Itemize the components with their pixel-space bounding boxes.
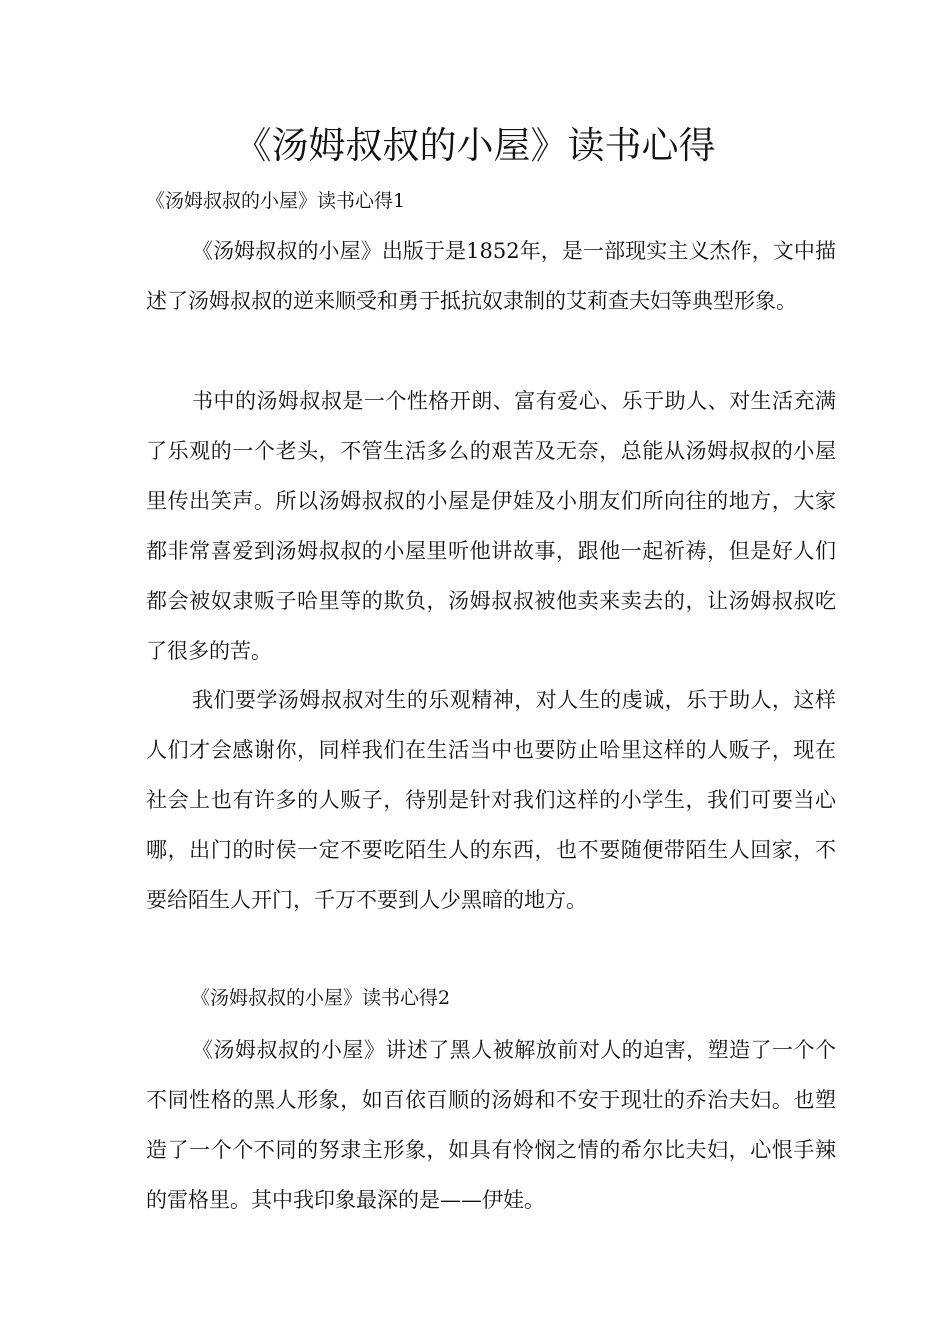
document-title: 《汤姆叔叔的小屋》读书心得 bbox=[234, 124, 716, 167]
section-heading-2: 《汤姆叔叔的小屋》读书心得2 bbox=[191, 987, 451, 1009]
paragraph: 《汤姆叔叔的小屋》出版于是1852年，是一部现实主义杰作，文中描述了汤姆叔叔的逆来顺受和勇于抵抗奴隶制的艾莉查夫妇等典型形象。 bbox=[146, 239, 836, 313]
paragraph: 《汤姆叔叔的小屋》讲述了黑人被解放前对人的迫害，塑造了一个个不同性格的黑人形象，如百依百顺的汤姆和不安于现壮的乔治夫妇。也塑造了一个个不同的努隶主形象，如具有怜悯之情的希尔比夫妇，心恨手辣的雷格里。其中我印象最深的是——伊娃。 bbox=[146, 1038, 836, 1212]
paragraph: 书中的汤姆叔叔是一个性格开朗、富有爱心、乐于助人、对生活充满了乐观的一个老头，不管生活多么的艰苦及无奈，总能从汤姆叔叔的小屋里传出笑声。所以汤姆叔叔的小屋是伊娃及小朋友们所向往的地方，大家都非常喜爱到汤姆叔叔的小屋里听他讲故事，跟他一起祈祷，但是好人们都会被奴隶贩子哈里等的欺负，汤姆叔叔被他卖来卖去的，让汤姆叔叔吃了很多的苦。 bbox=[146, 389, 836, 663]
paragraph: 我们要学汤姆叔叔对生的乐观精神，对人生的虔诚，乐于助人，这样人们才会感谢你，同样我们在生活当中也要防止哈里这样的人贩子，现在社会上也有许多的人贩子，待别是针对我们这样的小学生，我们可要当心哪，出门的时侯一定不要吃陌生人的东西，也不要随便带陌生人回家，不要给陌生人开门，千万不要到人少黑暗的地方。 bbox=[146, 688, 836, 912]
section-heading-1: 《汤姆叔叔的小屋》读书心得1 bbox=[146, 190, 406, 212]
